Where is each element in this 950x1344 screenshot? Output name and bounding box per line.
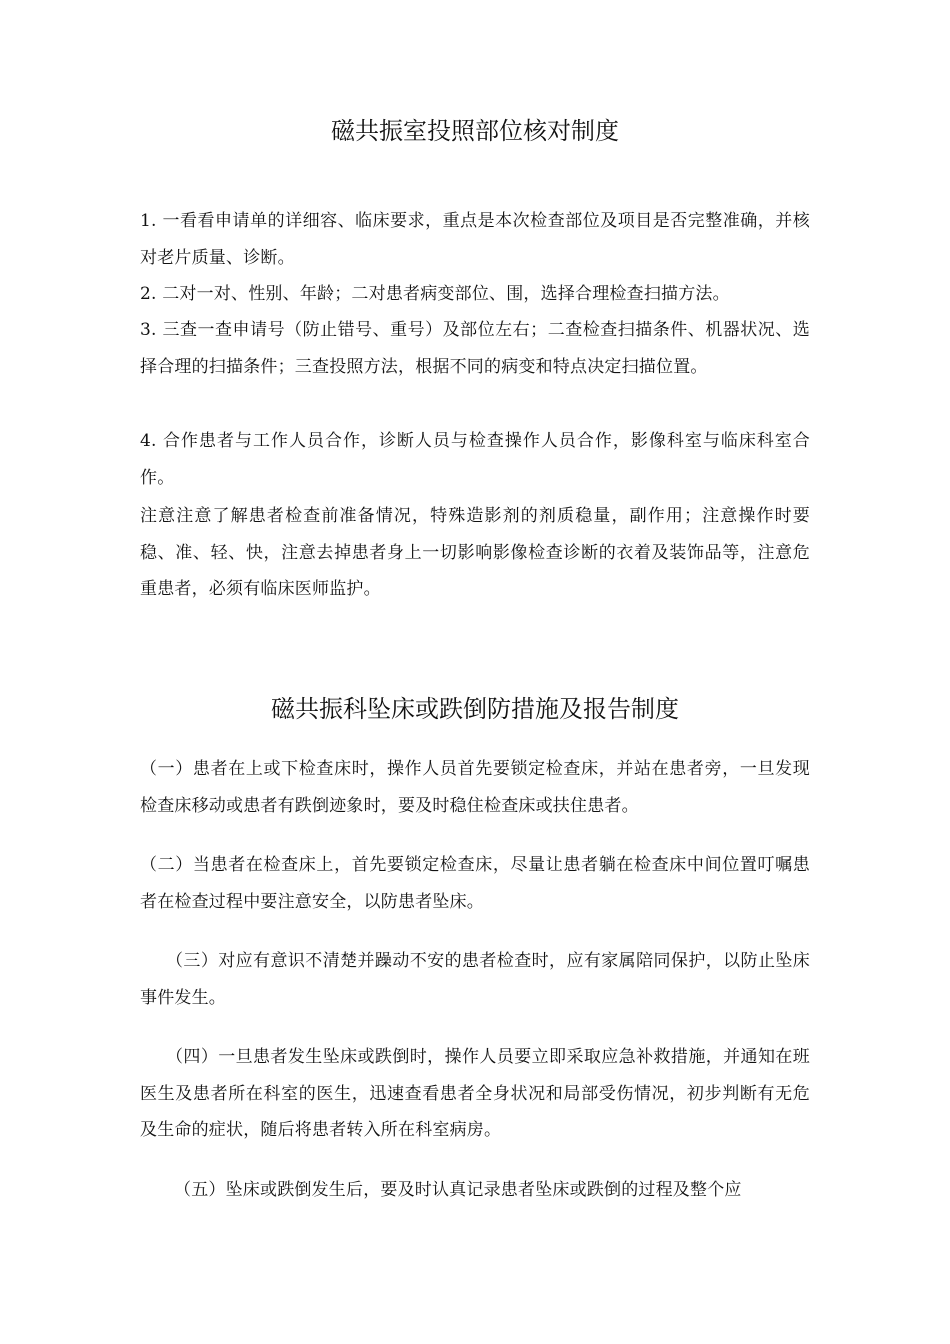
section-2-title: 磁共振科坠床或跌倒防措施及报告制度 <box>271 695 679 723</box>
section-2-item-1: （一）患者在上或下检查床时，操作人员首先要锁定检查床，并站在患者旁，一旦发现检查床移动或患者有跌倒迹象时，要及时稳住检查床或扶住患者。 <box>140 759 810 816</box>
section-2-item-2: （二）当患者在检查床上，首先要锁定检查床，尽量让患者躺在检查床中间位置叮嘱患者在检查过程中要注意安全，以防患者坠床。 <box>140 855 810 912</box>
section-1-item-2: 2. 二对一对、性别、年龄；二对患者病变部位、围，选择合理检查扫描方法。 <box>140 284 730 304</box>
section-1-title: 磁共振室投照部位核对制度 <box>331 117 619 145</box>
section-1-item-1: 1. 一看看申请单的详细容、临床要求，重点是本次检查部位及项目是否完整准确，并核对老片质量、诊断。 <box>140 211 810 268</box>
section-2-item-5: （五）坠床或跌倒发生后，要及时认真记录患者坠床或跌倒的过程及整个应 <box>174 1180 742 1200</box>
section-1-note: 注意注意了解患者检查前准备情况，特殊造影剂的剂质稳量，副作用；注意操作时要稳、准、轻、快，注意去掉患者身上一切影响影像检查诊断的衣着及装饰品等，注意危重患者，必须有临床医师监护。 <box>140 506 810 599</box>
section-2-item-3: （三）对应有意识不清楚并躁动不安的患者检查时，应有家属陪同保护，以防止坠床事件发生。 <box>140 951 810 1008</box>
section-1-item-3: 3. 三查一查申请号（防止错号、重号）及部位左右；二查检查扫描条件、机器状况、选择合理的扫描条件；三查投照方法，根据不同的病变和特点决定扫描位置。 <box>140 320 810 377</box>
section-1-item-4: 4. 合作患者与工作人员合作，诊断人员与检查操作人员合作，影像科室与临床科室合作。 <box>140 431 810 488</box>
section-2-item-4: （四）一旦患者发生坠床或跌倒时，操作人员要立即采取应急补救措施，并通知在班医生及患者所在科室的医生，迅速查看患者全身状况和局部受伤情况，初步判断有无危及生命的症状，随后将患者转入所在科室病房。 <box>140 1047 810 1140</box>
